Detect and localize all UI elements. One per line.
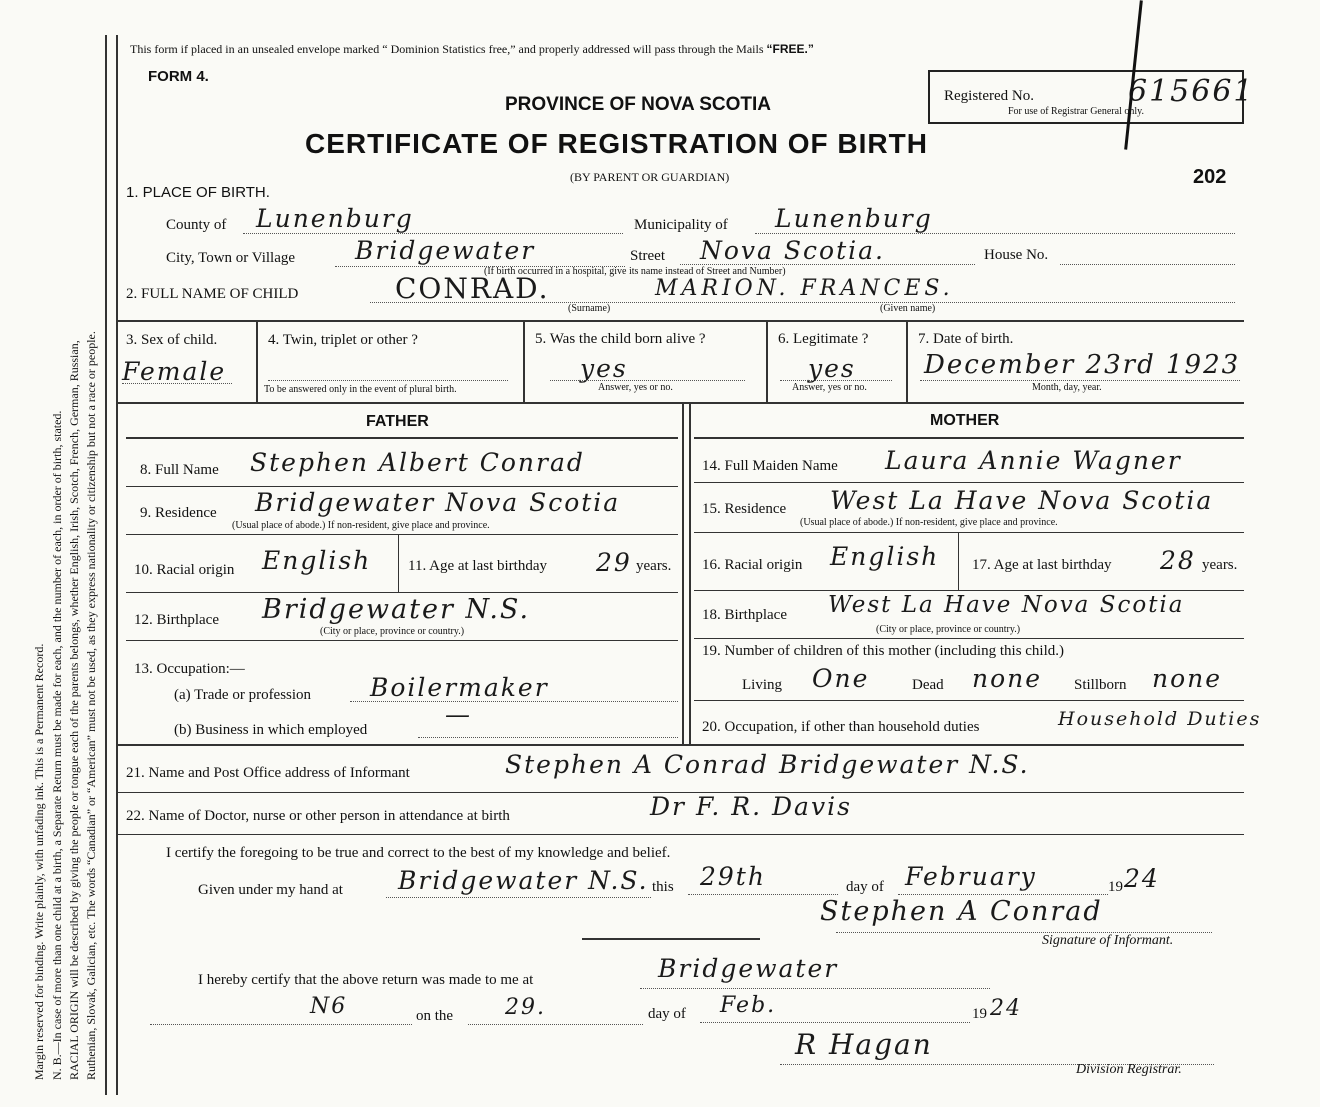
registrar-num: N6 [310, 994, 348, 1019]
biz-line [418, 737, 678, 738]
child-name-label: 2. FULL NAME OF CHILD [126, 286, 299, 302]
mother-heading: MOTHER [930, 412, 1000, 429]
mother-bp-label: 18. Birthplace [702, 607, 787, 623]
rule-m2 [694, 532, 1244, 533]
father-age-label: 11. Age at last birthday [408, 558, 547, 574]
registrar-place-line [640, 988, 990, 989]
subtitle: (BY PARENT OR GUARDIAN) [570, 170, 730, 184]
rule-f2 [126, 534, 678, 535]
mother-res: West La Have Nova Scotia [830, 486, 1214, 515]
registrar-num-line [150, 1024, 412, 1025]
certify-year: 24 [1124, 864, 1160, 893]
father-bp-label: 12. Birthplace [134, 612, 219, 628]
registrar-year: 24 [990, 996, 1022, 1021]
stillborn-value: none [1152, 664, 1223, 693]
mother-age: 28 [1160, 546, 1196, 575]
stillborn-label: Stillborn [1074, 677, 1127, 693]
certify-month: February [905, 862, 1037, 891]
father-res-label: 9. Residence [140, 505, 217, 521]
rule-f-age [398, 535, 399, 592]
city-value: Bridgewater [355, 236, 536, 265]
sex-label: 3. Sex of child. [126, 332, 218, 348]
dob-line [920, 380, 1240, 381]
mother-race-label: 16. Racial origin [702, 557, 803, 573]
municipality-value: Lunenburg [775, 204, 933, 233]
rule-v4 [523, 322, 525, 402]
rule-below-row [116, 402, 1244, 404]
child-given-name: MARION. FRANCES. [655, 276, 954, 301]
street-line [680, 264, 975, 265]
registrar-year-prefix: 19 [972, 1006, 987, 1022]
rule-v6 [906, 322, 908, 402]
street-value: Nova Scotia. [700, 236, 885, 265]
registrar-place: Bridgewater [658, 954, 839, 983]
mother-age-label: 17. Age at last birthday [972, 557, 1112, 573]
certify-year-prefix: 19 [1108, 879, 1123, 895]
father-race: English [262, 546, 372, 575]
registrar-signature: R Hagan [795, 1028, 933, 1061]
dob-value: December 23rd 1923 [924, 350, 1241, 380]
twin-note: To be answered only in the event of plural birth. [264, 384, 457, 395]
registered-number: 615661 [1128, 74, 1255, 109]
father-trade-label: (a) Trade or profession [174, 687, 312, 703]
rule-f3 [126, 592, 678, 593]
father-bp-note: (City or place, province or country.) [320, 626, 465, 637]
father-biz-label: (b) Business in which employed [174, 722, 368, 738]
father-name: Stephen Albert Conrad [250, 448, 585, 477]
place-heading: 1. PLACE OF BIRTH. [126, 184, 270, 201]
dob-note: Month, day, year. [1032, 382, 1102, 393]
legit-value: yes [808, 354, 856, 383]
rule-parents-head-r [694, 437, 1244, 439]
rule-f1 [126, 486, 678, 487]
given-note: (Given name) [880, 303, 936, 314]
mother-occ-label: 20. Occupation, if other than household duties [702, 719, 980, 735]
rule-m5 [694, 700, 1244, 701]
alive-value: yes [580, 354, 628, 383]
registered-label: Registered No. [944, 88, 1034, 104]
given-line [386, 897, 651, 898]
registrar-label: Division Registrar. [1076, 1062, 1182, 1077]
postal-notice: This form if placed in an unsealed envelope marked “ Dominion Statistics free,” and properly addressed will pass through the Mails “FREE.” [130, 42, 814, 56]
rule-divider [582, 938, 760, 940]
legit-note: Answer, yes or no. [792, 382, 867, 393]
given-place: Bridgewater N.S. [398, 866, 649, 895]
informant-label: 21. Name and Post Office address of Informant [126, 765, 410, 781]
mother-years: years. [1202, 557, 1238, 573]
twin-label: 4. Twin, triplet or other ? [268, 332, 418, 348]
street-label: Street [630, 248, 665, 264]
sex-line [122, 383, 232, 384]
certify-day-label: day of [846, 879, 884, 895]
rule-f4 [126, 640, 678, 641]
municipality-line [755, 233, 1235, 234]
registrar-day: 29. [505, 995, 546, 1020]
twin-line [268, 380, 508, 381]
legit-line [780, 380, 892, 381]
registrar-day-label: day of [648, 1006, 686, 1022]
form-number: FORM 4. [148, 68, 209, 85]
child-name-line [370, 302, 1235, 303]
dead-label: Dead [912, 677, 944, 693]
father-biz: — [445, 700, 472, 729]
father-bp: Bridgewater N.S. [262, 594, 531, 625]
margin-note-4: Ruthenian, Slovak, Galician, etc. The words “Canadian” or “American” must not be used, as they express nationality or citizenship but not a race or people. [84, 331, 98, 1080]
surname-note: (Surname) [568, 303, 611, 314]
left-border-outer [105, 35, 107, 1095]
alive-line [550, 380, 745, 381]
registrar-on-label: on the [416, 1008, 454, 1024]
stamp-number: 202 [1193, 166, 1227, 188]
alive-label: 5. Was the child born alive ? [535, 331, 706, 347]
doctor-value: Dr F. R. Davis [650, 792, 852, 821]
rule-father-mother-2 [689, 404, 691, 744]
province: PROVINCE OF NOVA SCOTIA [505, 94, 772, 115]
house-line [1060, 264, 1235, 265]
father-race-label: 10. Racial origin [134, 562, 235, 578]
registrar-text: I hereby certify that the above return was made to me at [198, 972, 534, 988]
certify-month-line [898, 894, 1108, 895]
dead-value: none [972, 664, 1043, 693]
father-name-label: 8. Full Name [140, 462, 219, 478]
living-label: Living [742, 677, 782, 693]
rule-parents-head-l [126, 437, 678, 439]
left-border-inner [116, 35, 118, 1095]
certify-day: 29th [700, 862, 766, 891]
father-trade: Boilermaker [370, 673, 549, 702]
mother-res-label: 15. Residence [702, 501, 787, 517]
rule-below-parents [116, 744, 1244, 746]
mother-race: English [830, 542, 940, 571]
sex-value: Female [122, 357, 227, 386]
mother-bp-note: (City or place, province or country.) [876, 624, 1021, 635]
rule-top [116, 320, 1244, 322]
living-value: One [812, 664, 870, 693]
informant-value: Stephen A Conrad Bridgewater N.S. [505, 750, 1030, 779]
signature-label: Signature of Informant. [1042, 933, 1174, 948]
father-res: Bridgewater Nova Scotia [255, 488, 621, 517]
father-res-note: (Usual place of abode.) If non-resident, give place and province. [232, 520, 490, 531]
rule-doctor [116, 834, 1244, 835]
hospital-note: (If birth occurred in a hospital, give its name instead of Street and Number) [484, 266, 786, 277]
legit-label: 6. Legitimate ? [778, 331, 869, 347]
dob-label: 7. Date of birth. [918, 331, 1014, 347]
registrar-day-line [468, 1024, 643, 1025]
father-occ-label: 13. Occupation:— [134, 661, 245, 677]
rule-m3 [694, 590, 1244, 591]
doctor-label: 22. Name of Doctor, nurse or other person in attendance at birth [126, 808, 510, 824]
county-label: County of [166, 217, 227, 233]
mother-res-note: (Usual place of abode.) If non-resident, give place and province. [800, 517, 1058, 528]
child-surname: CONRAD. [395, 272, 550, 305]
registrar-month: Feb. [720, 993, 777, 1018]
county-line [243, 233, 623, 234]
mother-name-label: 14. Full Maiden Name [702, 458, 838, 474]
informant-signature: Stephen A Conrad [820, 896, 1103, 927]
certify-text: I certify the foregoing to be true and correct to the best of my knowledge and belief. [166, 845, 671, 861]
house-label: House No. [984, 247, 1049, 263]
father-age: 29 [596, 548, 632, 577]
trade-line [350, 701, 678, 702]
mother-num-label: 19. Number of children of this mother (including this child.) [702, 643, 1065, 659]
rule-m4 [694, 638, 1244, 639]
alive-note: Answer, yes or no. [598, 382, 673, 393]
registered-note: For use of Registrar General only. [1008, 106, 1144, 117]
mother-name: Laura Annie Wagner [885, 446, 1182, 475]
father-years: years. [636, 558, 672, 574]
certify-day-line [688, 894, 838, 895]
mother-bp: West La Have Nova Scotia [828, 592, 1185, 618]
mother-occ: Household Duties [1058, 708, 1262, 730]
rule-m-age [958, 533, 959, 590]
rule-m1 [694, 482, 1244, 483]
registrar-month-line [700, 1022, 970, 1023]
rule-v3 [256, 322, 258, 402]
margin-note-3: RACIAL ORIGIN will be described by giving the people or tongue each of the parents belongs, whether English, Irish, Scotch, French, German, Russian, [67, 340, 81, 1080]
rule-v5 [766, 322, 768, 402]
margin-note-1: Margin reserved for binding. Write plainly, with unfading ink. This is a Permanent Record. [32, 643, 46, 1080]
father-heading: FATHER [366, 413, 429, 430]
city-label: City, Town or Village [166, 250, 296, 266]
page-title: CERTIFICATE OF REGISTRATION OF BIRTH [305, 128, 928, 159]
margin-note-2: N. B.—In case of more than one child at a birth, a Separate Return must be made for each, and the number of each, in order of birth, stated. [50, 410, 64, 1080]
municipality-label: Municipality of [634, 217, 728, 233]
this-label: this [652, 879, 674, 895]
given-label: Given under my hand at [198, 882, 343, 898]
county-value: Lunenburg [256, 204, 414, 233]
rule-father-mother [682, 404, 684, 744]
